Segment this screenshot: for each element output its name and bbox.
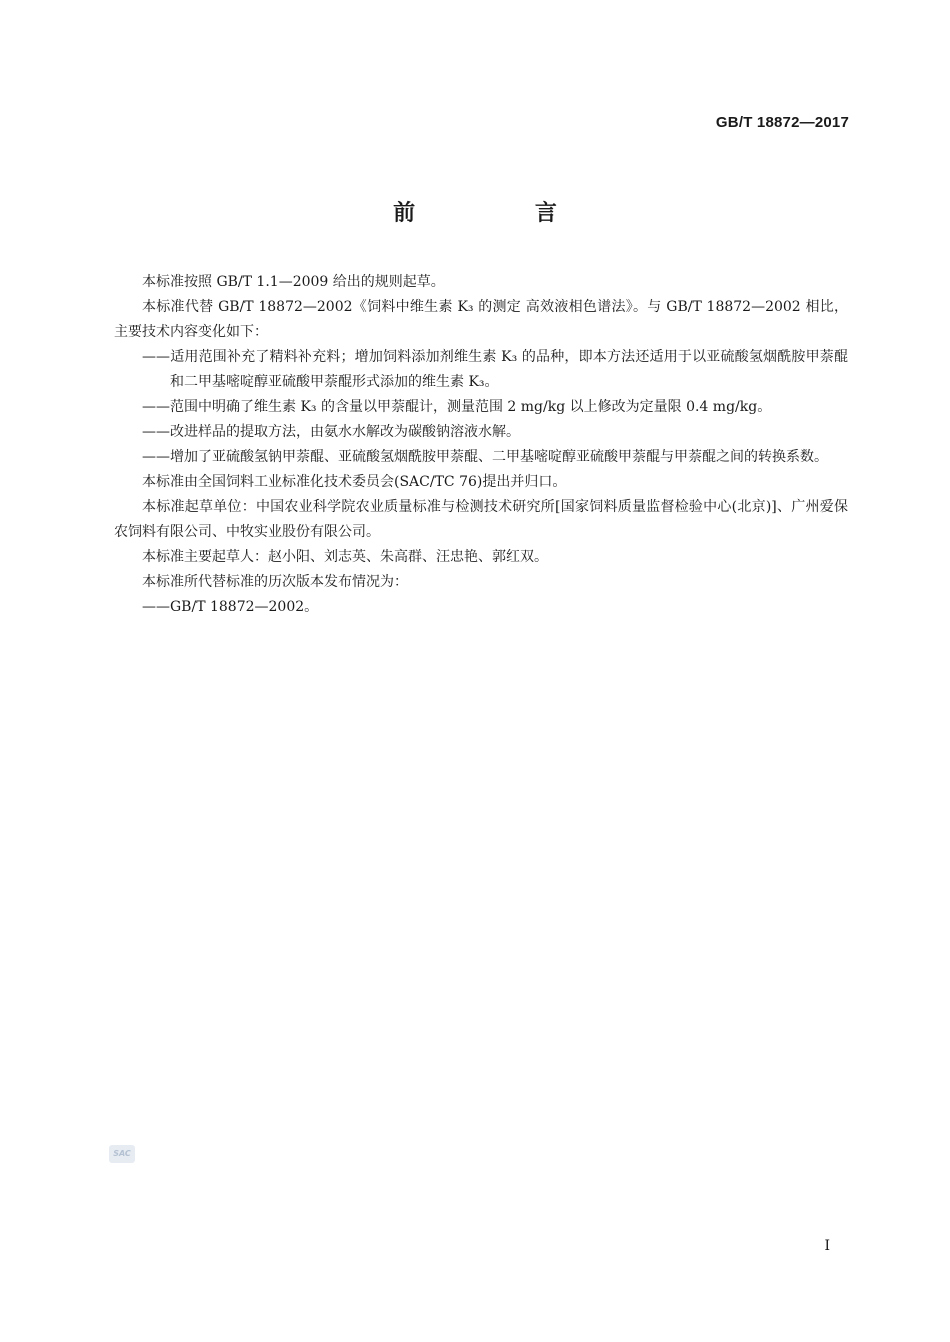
- foreword-body: [114, 270, 848, 620]
- paragraph-history: 本标准所代替标准的历次版本发布情况为：: [142, 574, 408, 590]
- sac-watermark-logo: SAC: [109, 1145, 135, 1163]
- paragraph-replaces: 本标准代替 GB/T 18872—2002《饲料中维生素 K₃ 的测定 高效液相色谱法》。与 GB/T 18872—2002 相比，主要技术内容变化如下：: [114, 299, 848, 340]
- paragraph-drafting-units: 本标准起草单位：中国农业科学院农业质量标准与检测技术研究所[国家饲料质量监督检验中心(北京)]、广州爱保农饲料有限公司、中牧实业股份有限公司。: [114, 499, 848, 540]
- standard-number: GB/T 18872—2017: [715, 114, 849, 131]
- change-item-extraction: ——改进样品的提取方法，由氨水水解改为碳酸钠溶液水解。: [142, 424, 520, 440]
- paragraph-proposed-by: 本标准由全国饲料工业标准化技术委员会(SAC/TC 76)提出并归口。: [142, 474, 567, 490]
- page-title: 前 言: [393, 201, 613, 226]
- history-item: ——GB/T 18872—2002。: [142, 599, 319, 615]
- change-item-range: ——范围中明确了维生素 K₃ 的含量以甲萘醌计，测量范围 2 mg/kg 以上修改为定量限 0.4 mg/kg。: [142, 399, 772, 415]
- paragraph-drafting-rules: 本标准按照 GB/T 1.1—2009 给出的规则起草。: [142, 274, 445, 290]
- change-item-conversion: ——增加了亚硫酸氢钠甲萘醌、亚硫酸氢烟酰胺甲萘醌、二甲基嘧啶醇亚硫酸甲萘醌与甲萘醌之间的转换系数。: [142, 449, 828, 465]
- change-item-scope: ——适用范围补充了精料补充料；增加饲料添加剂维生素 K₃ 的品种，即本方法还适用于以亚硫酸氢烟酰胺甲萘醌和二甲基嘧啶醇亚硫酸甲萘醌形式添加的维生素 K₃。: [142, 349, 848, 390]
- page-number: I: [824, 1238, 830, 1254]
- paragraph-drafters: 本标准主要起草人：赵小阳、刘志英、朱高群、汪忠艳、郭红双。: [142, 549, 548, 565]
